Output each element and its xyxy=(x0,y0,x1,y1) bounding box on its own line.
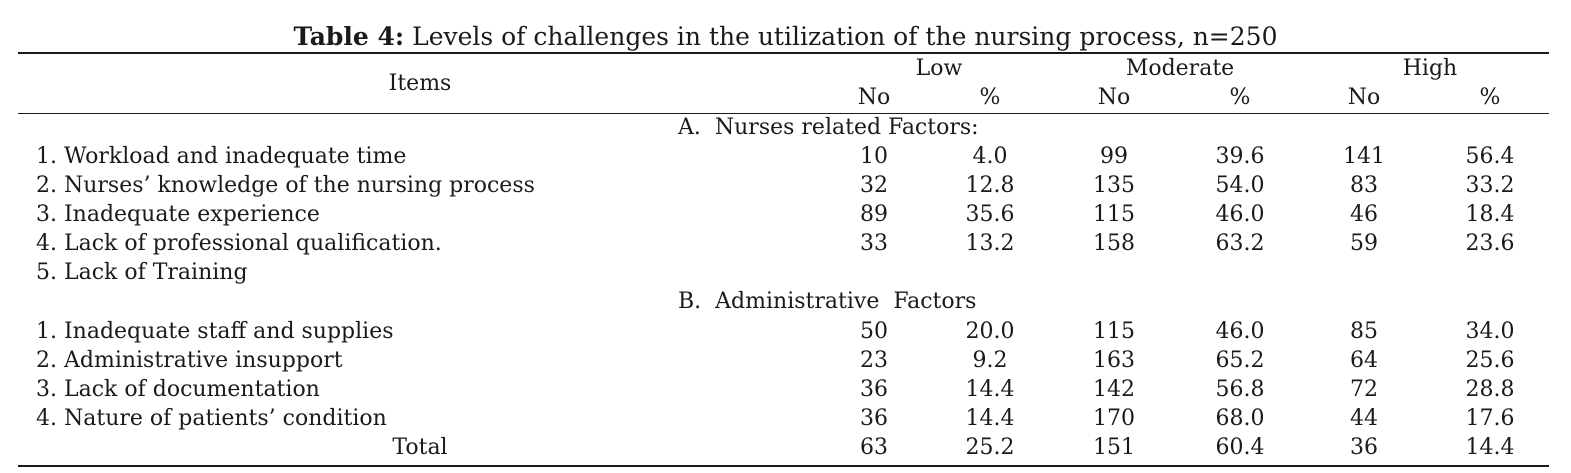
table-caption xyxy=(0,20,1571,54)
cell-high-pct: 33.2 xyxy=(1465,173,1515,198)
cell-moderate-pct: 46.0 xyxy=(1215,319,1265,344)
header-low-no: No xyxy=(857,85,891,110)
row-item: 3. Lack of documentation xyxy=(36,377,320,402)
cell-high-no: 46 xyxy=(1350,202,1378,227)
cell-high-no: 44 xyxy=(1350,406,1378,431)
cell-low-pct: 14.4 xyxy=(965,406,1015,431)
cell-low-no: 32 xyxy=(860,173,888,198)
header-moderate-no: No xyxy=(1097,85,1131,110)
cell-low-pct: 20.0 xyxy=(965,319,1015,344)
header-group-low: Low xyxy=(915,56,963,81)
section-b-label: B. xyxy=(678,289,702,314)
row-item: 1. Workload and inadequate time xyxy=(36,144,407,169)
cell-high-no: 85 xyxy=(1350,319,1378,344)
cell-low-no: 50 xyxy=(860,319,888,344)
cell-moderate-pct: 56.8 xyxy=(1215,377,1265,402)
cell-moderate-pct: 39.6 xyxy=(1215,144,1265,169)
section-b-title: Administrative Factors xyxy=(715,289,977,314)
cell-high-pct: 25.6 xyxy=(1465,348,1515,373)
section-a-heading xyxy=(678,114,979,142)
header-group-high: High xyxy=(1402,56,1458,81)
total-label: Total xyxy=(392,435,448,460)
cell-low-no: 36 xyxy=(860,406,888,431)
cell-moderate-no: 115 xyxy=(1093,319,1135,344)
header-low-pct: % xyxy=(979,85,1001,110)
header-group-moderate: Moderate xyxy=(1125,56,1235,81)
cell-moderate-no: 142 xyxy=(1093,377,1135,402)
row-item: 4. Nature of patients’ condition xyxy=(36,406,387,431)
header-high-pct: % xyxy=(1479,85,1501,110)
cell-moderate-pct: 65.2 xyxy=(1215,348,1265,373)
total-low-pct: 25.2 xyxy=(965,435,1015,460)
cell-low-pct: 12.8 xyxy=(965,173,1015,198)
cell-moderate-pct: 54.0 xyxy=(1215,173,1265,198)
section-b-heading xyxy=(678,288,976,316)
cell-low-no: 23 xyxy=(860,348,888,373)
table-bottom-rule xyxy=(18,465,1549,467)
cell-moderate-no: 99 xyxy=(1100,144,1128,169)
cell-high-pct: 17.6 xyxy=(1465,406,1515,431)
table-top-rule xyxy=(18,52,1549,54)
cell-high-no: 83 xyxy=(1350,173,1378,198)
cell-moderate-no: 115 xyxy=(1093,202,1135,227)
header-high-no: No xyxy=(1347,85,1381,110)
table-caption-text: Levels of challenges in the utilization of the nursing process, n=250 xyxy=(412,22,1278,51)
cell-moderate-no: 163 xyxy=(1093,348,1135,373)
cell-low-no: 33 xyxy=(860,231,888,256)
cell-high-no: 72 xyxy=(1350,377,1378,402)
row-item: 2. Nurses’ knowledge of the nursing process xyxy=(36,173,535,198)
cell-low-pct: 4.0 xyxy=(972,144,1008,169)
section-a-title: Nurses related Factors: xyxy=(714,115,979,140)
cell-moderate-no: 158 xyxy=(1093,231,1135,256)
cell-moderate-pct: 46.0 xyxy=(1215,202,1265,227)
cell-low-no: 89 xyxy=(860,202,888,227)
total-moderate-no: 151 xyxy=(1093,435,1135,460)
cell-low-pct: 13.2 xyxy=(965,231,1015,256)
cell-high-no: 59 xyxy=(1350,231,1378,256)
row-item: 4. Lack of professional qualification. xyxy=(36,231,442,256)
cell-moderate-pct: 68.0 xyxy=(1215,406,1265,431)
cell-high-pct: 34.0 xyxy=(1465,319,1515,344)
total-high-no: 36 xyxy=(1350,435,1378,460)
cell-low-no: 10 xyxy=(860,144,888,169)
cell-moderate-pct: 63.2 xyxy=(1215,231,1265,256)
cell-moderate-no: 170 xyxy=(1093,406,1135,431)
cell-moderate-no: 135 xyxy=(1093,173,1135,198)
cell-high-pct: 28.8 xyxy=(1465,377,1515,402)
cell-low-pct: 35.6 xyxy=(965,202,1015,227)
cell-high-pct: 23.6 xyxy=(1465,231,1515,256)
total-low-no: 63 xyxy=(860,435,888,460)
total-high-pct: 14.4 xyxy=(1465,435,1515,460)
cell-low-no: 36 xyxy=(860,377,888,402)
cell-high-pct: 56.4 xyxy=(1465,144,1515,169)
section-a-label: A. xyxy=(678,115,701,140)
cell-low-pct: 14.4 xyxy=(965,377,1015,402)
header-moderate-pct: % xyxy=(1229,85,1251,110)
cell-high-no: 64 xyxy=(1350,348,1378,373)
table-caption-label: Table 4: xyxy=(293,22,405,51)
cell-low-pct: 9.2 xyxy=(972,348,1008,373)
row-item: 3. Inadequate experience xyxy=(36,202,320,227)
header-items: Items xyxy=(388,71,452,96)
row-item: 1. Inadequate staff and supplies xyxy=(36,319,394,344)
row-item: 5. Lack of Training xyxy=(36,260,248,285)
cell-high-pct: 18.4 xyxy=(1465,202,1515,227)
row-item: 2. Administrative insupport xyxy=(36,348,343,373)
total-moderate-pct: 60.4 xyxy=(1215,435,1265,460)
cell-high-no: 141 xyxy=(1343,144,1385,169)
